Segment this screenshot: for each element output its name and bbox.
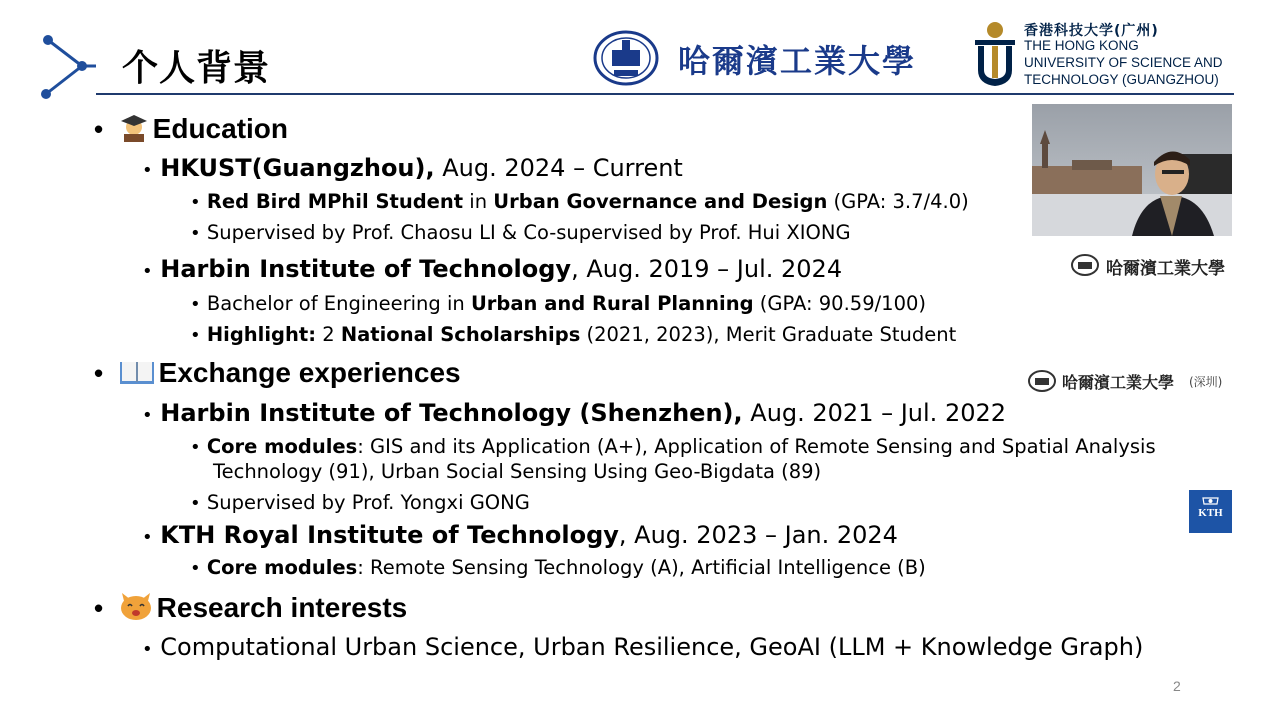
hit-dates: , Aug. 2019 – Jul. 2024 bbox=[571, 255, 843, 283]
open-book-emoji-icon bbox=[119, 358, 155, 386]
profile-photo bbox=[1032, 104, 1232, 236]
hkust-gz-chinese-name: 香港科技大学(广州) bbox=[1024, 23, 1159, 39]
research-detail-1: • Computational Urban Science, Urban Resilience, GeoAI (LLM + Knowledge Graph) bbox=[142, 633, 1144, 661]
hitsz-detail-1-continued: Technology (91), Urban Social Sensing Using Geo-Bigdata (89) bbox=[213, 460, 822, 483]
hkust-dates: Aug. 2024 – Current bbox=[434, 154, 683, 182]
cat-face-emoji-icon bbox=[119, 591, 153, 621]
kth-logo-text: KTH bbox=[1198, 507, 1223, 519]
hkust-entry: • HKUST(Guangzhou), Aug. 2024 – Current bbox=[142, 154, 683, 182]
hkust-gz-english-line-3: TECHNOLOGY (GUANGZHOU) bbox=[1024, 72, 1219, 87]
hitsz-detail-2: • Supervised by Prof. Yongxi GONG bbox=[190, 491, 530, 514]
hitsz-name: Harbin Institute of Technology (Shenzhen), bbox=[160, 399, 743, 427]
header-divider bbox=[96, 93, 1234, 95]
network-connector-icon bbox=[36, 30, 96, 102]
hitsz-small-calligraphy: 哈爾濱工業大學 bbox=[1062, 373, 1175, 392]
hkust-detail-1: • Red Bird MPhil Student in Urban Governance and Design (GPA: 3.7/4.0) bbox=[190, 190, 969, 213]
education-heading: • Education bbox=[94, 113, 289, 144]
hkust-gz-english-line-2: UNIVERSITY OF SCIENCE AND bbox=[1024, 55, 1223, 70]
kth-dates: , Aug. 2023 – Jan. 2024 bbox=[618, 521, 898, 549]
hitsz-shenzhen-label: (深圳) bbox=[1189, 375, 1223, 389]
hitsz-entry: • Harbin Institute of Technology (Shenzhen), Aug. 2021 – Jul. 2022 bbox=[142, 399, 1007, 427]
graduate-emoji-icon bbox=[119, 112, 149, 142]
page-title: 个人背景 bbox=[122, 48, 271, 89]
hit-detail-1: • Bachelor of Engineering in Urban and Rural Planning (GPA: 90.59/100) bbox=[190, 292, 926, 315]
hit-small-calligraphy: 哈爾濱工業大學 bbox=[1106, 259, 1225, 279]
hitsz-detail-1: • Core modules: GIS and its Application (A+), Application of Remote Sensing and Spatial Analysis bbox=[190, 435, 1156, 458]
hitsz-dates: Aug. 2021 – Jul. 2022 bbox=[742, 399, 1007, 427]
hkust-gz-english-line-1: THE HONG KONG bbox=[1024, 38, 1139, 53]
research-heading: • Research interests bbox=[94, 592, 408, 623]
hkust-detail-2: • Supervised by Prof. Chaosu LI & Co-supervised by Prof. Hui XIONG bbox=[190, 221, 851, 244]
kth-entry: • KTH Royal Institute of Technology, Aug. 2023 – Jan. 2024 bbox=[142, 521, 898, 549]
hit-calligraphy-logo: 哈爾濱工業大學 bbox=[678, 42, 917, 80]
exchange-heading: • Exchange experiences bbox=[94, 357, 461, 388]
hitsz-small-seal-logo bbox=[1027, 369, 1057, 393]
hit-seal-logo bbox=[592, 28, 660, 86]
hit-detail-2: • Highlight: 2 National Scholarships (2021, 2023), Merit Graduate Student bbox=[190, 323, 957, 346]
hit-entry: • Harbin Institute of Technology, Aug. 2019 – Jul. 2024 bbox=[142, 255, 843, 283]
hkust-gz-emblem bbox=[972, 20, 1018, 88]
page-number: 2 bbox=[1173, 678, 1181, 694]
kth-logo bbox=[1189, 490, 1232, 533]
kth-name: KTH Royal Institute of Technology bbox=[160, 521, 619, 549]
hkust-name: HKUST(Guangzhou), bbox=[160, 154, 435, 182]
kth-detail-1: • Core modules: Remote Sensing Technology (A), Artificial Intelligence (B) bbox=[190, 556, 926, 579]
hit-small-seal-logo bbox=[1070, 253, 1100, 277]
hit-name: Harbin Institute of Technology bbox=[160, 255, 572, 283]
